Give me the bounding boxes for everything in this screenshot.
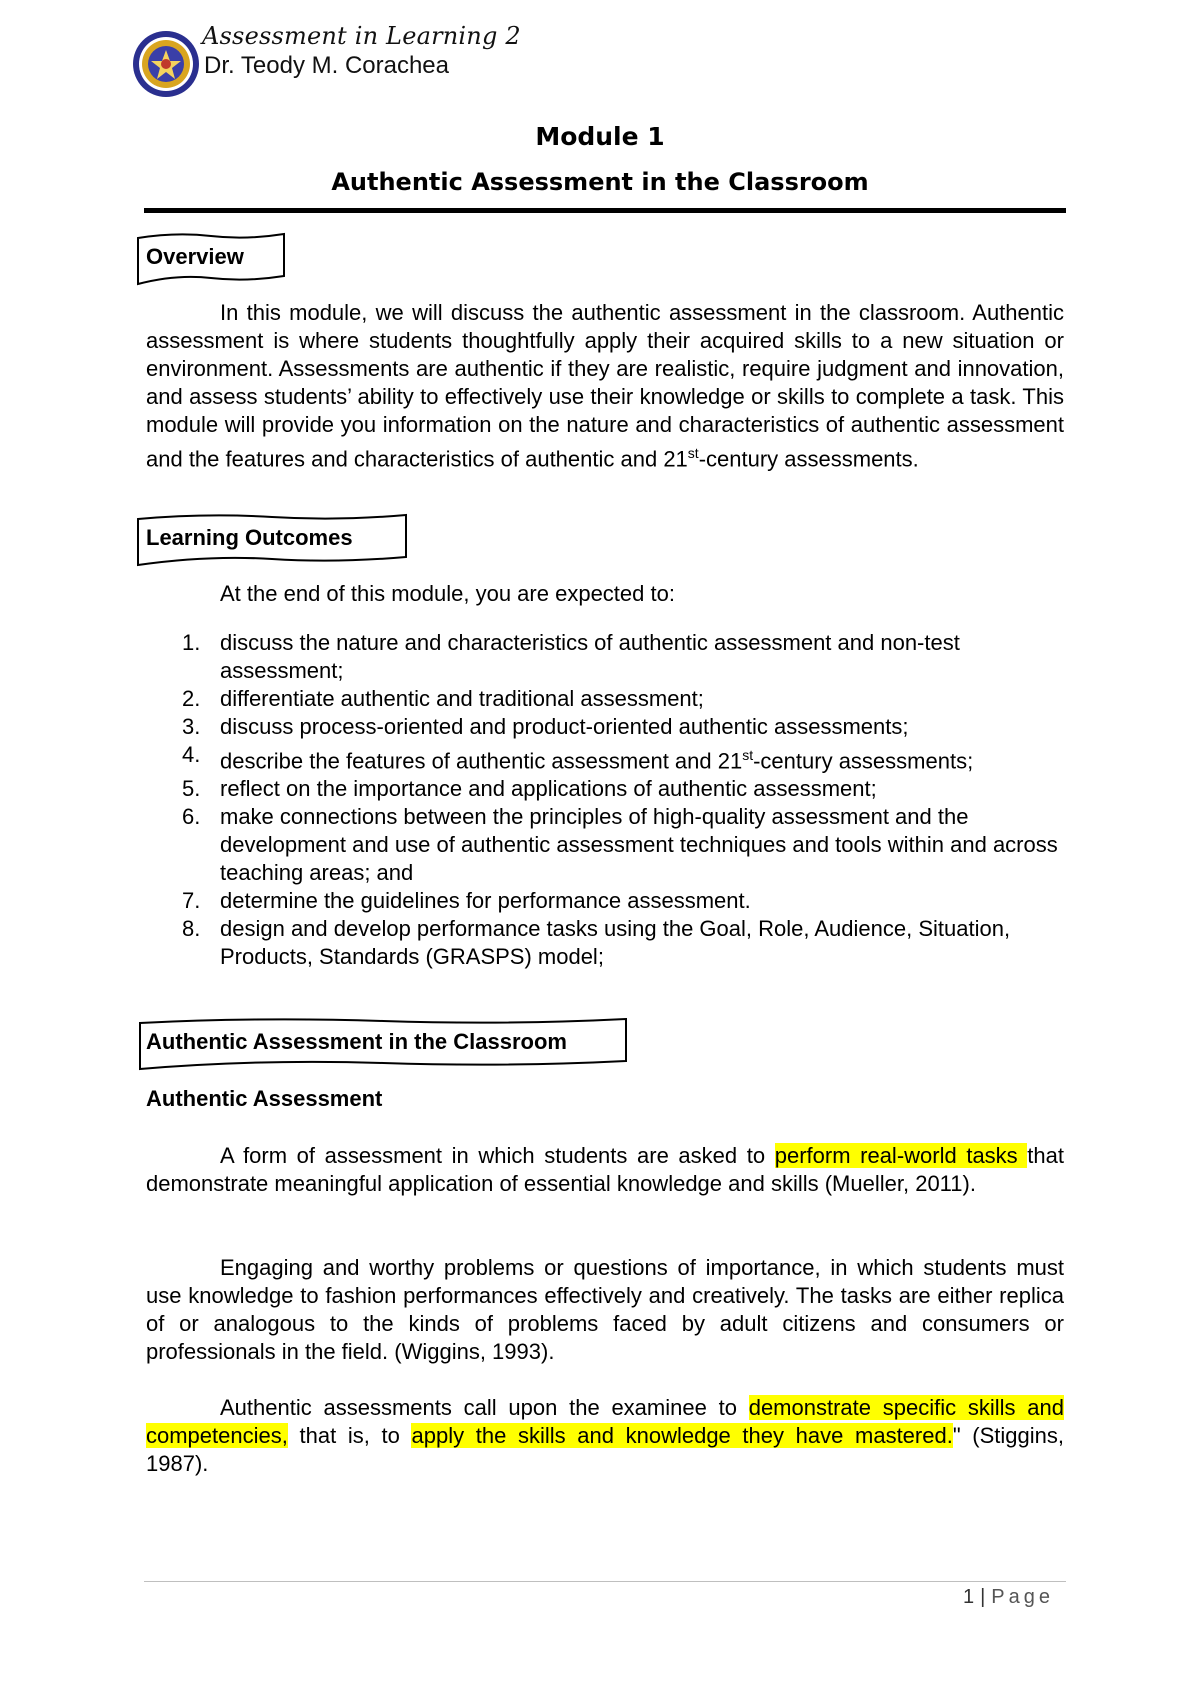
- learning-outcomes-banner: [136, 513, 408, 567]
- footer-divider: [144, 1581, 1066, 1582]
- list-item: [146, 803, 1064, 887]
- page-footer: [963, 1586, 1054, 1609]
- overview-text: In this module, we will discuss the authentic assessment in the classroom. Authentic assessment is where students thoughtfully apply their acquired skills to a new situation or environment. Assessments are authentic if they are realistic, require judgment and innovation, and assess students’ ability to effectively use their knowledge or skills to complete a task. This module will provide you information on the nature and characteristics of authentic assessment and the features and characteristics of authentic and 21: [146, 300, 1064, 472]
- list-item-text: discuss process-oriented and product-oriented authentic assessments;: [220, 714, 909, 739]
- list-item: [146, 685, 1064, 713]
- list-item: [146, 915, 1064, 971]
- highlighted-text: demonstrate specific skills and competencies,: [146, 1395, 1064, 1448]
- list-number: 8.: [182, 916, 201, 942]
- definition-paragraph-2: Engaging and worthy problems or questions of importance, in which students must use knowledge to fashion performances effectively and creatively. The tasks are either replica of or analogous to the kinds of problems faced by adult citizens and consumers or professionals in the field. (Wiggins, 1993).: [146, 1255, 1064, 1364]
- paragraph-text: that is, to: [287, 1423, 412, 1448]
- university-seal-icon: [132, 30, 200, 98]
- list-number: 5.: [182, 776, 201, 802]
- paragraph-text: that demonstrate meaningful application of essential knowledge and skills (Mueller, 2011).: [146, 1143, 1064, 1196]
- module-title: Module 1: [535, 122, 665, 151]
- paragraph-text: A form of assessment in which students are asked to: [220, 1143, 775, 1168]
- learning-outcomes-heading: Learning Outcomes: [146, 525, 353, 550]
- module-subtitle: Authentic Assessment in the Classroom: [331, 168, 869, 196]
- list-item-text: determine the guidelines for performance assessment.: [220, 888, 751, 914]
- list-item: [146, 887, 1064, 915]
- outcomes-list: [146, 629, 1064, 971]
- definition-paragraph-1: [146, 1142, 1064, 1198]
- highlighted-text: perform real-world tasks: [774, 1143, 1028, 1168]
- authentic-assessment-banner: [138, 1017, 628, 1071]
- page-label: Page: [991, 1586, 1054, 1608]
- list-item-text: design and develop performance tasks using the Goal, Role, Audience, Situation, Products, Standards (GRASPS) model;: [220, 916, 1011, 970]
- list-item: [146, 629, 1064, 685]
- list-item-text-end: -century assessments;: [753, 748, 974, 774]
- definition-paragraph-3: [146, 1394, 1064, 1478]
- authentic-assessment-subheading: Authentic Assessment: [146, 1086, 383, 1111]
- superscript: st: [742, 747, 754, 763]
- paragraph-text: " (Stiggins, 1987).: [146, 1423, 1064, 1476]
- authentic-assessment-heading: Authentic Assessment in the Classroom: [146, 1029, 567, 1054]
- list-number: 7.: [182, 888, 201, 914]
- outcomes-intro: At the end of this module, you are expected to:: [220, 581, 675, 606]
- highlighted-text: apply the skills and knowledge they have mastered.: [411, 1423, 953, 1448]
- overview-heading: Overview: [146, 244, 244, 269]
- title-divider: [144, 208, 1066, 213]
- list-item-text: reflect on the importance and applications of authentic assessment;: [220, 776, 877, 802]
- list-number: 6.: [182, 804, 201, 830]
- list-number: 2.: [182, 686, 201, 711]
- header-author: Dr. Teody M. Corachea: [204, 52, 450, 79]
- list-number: 1.: [182, 630, 201, 655]
- list-number: 4.: [182, 742, 201, 767]
- header-course-title: Assessment in Learning 2: [202, 22, 521, 50]
- paragraph-text: Authentic assessments call upon the examinee to: [220, 1395, 749, 1420]
- overview-text-end: -century assessments.: [698, 446, 919, 472]
- list-item-text: make connections between the principles of high-quality assessment and the development and use of authentic assessment techniques and tools within and across teaching areas; and: [220, 804, 1058, 886]
- superscript: st: [687, 445, 699, 461]
- list-item-text: differentiate authentic and traditional assessment;: [220, 686, 704, 711]
- list-number: 3.: [182, 714, 201, 739]
- overview-paragraph: [146, 299, 1064, 473]
- overview-banner: [136, 232, 286, 286]
- page-number: 1: [962, 1586, 975, 1608]
- list-item-text: describe the features of authentic assessment and 21: [220, 748, 743, 774]
- list-item: [146, 775, 1064, 803]
- list-item: [146, 713, 1064, 741]
- list-item: [146, 741, 1064, 775]
- list-item-text: discuss the nature and characteristics of authentic assessment and non-test assessment;: [220, 630, 960, 683]
- page-separator: |: [980, 1586, 986, 1608]
